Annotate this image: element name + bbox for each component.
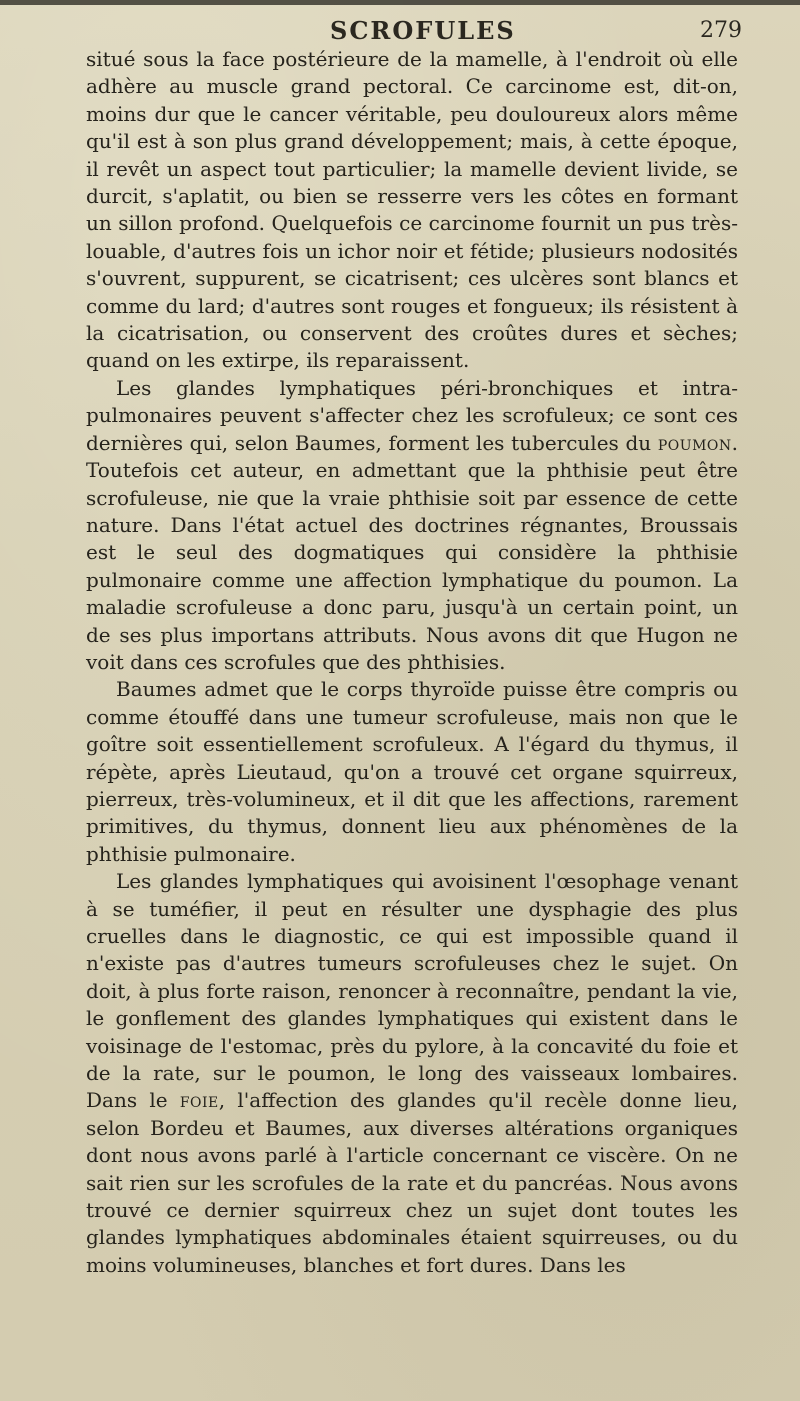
paragraph-text: , l'affection des glandes qu'il recèle donne lieu, selon Bordeu et Baumes, aux diverses altérations organiques dont nous avons parlé à l'article concernant ce viscère. On ne sait rien sur les scrofules de la rate et du pancréas. Nous avons trouvé ce dernier squirreux chez un sujet dont toutes les glandes lymphatiques abdominales étaient squirreuses, ou du moins volumineuses, blanches et fort dures. Dans les [86,1088,738,1277]
paragraph-carcinome: situé sous la face postérieure de la mamelle, à l'endroit où elle adhère au muscle grand pectoral. Ce carcinome est, dit-on, moins dur que le cancer véritable, peu douloureux alors même qu'il est à son plus grand développement; mais, à cette époque, il revêt un aspect tout particulier; la mamelle devient livide, se durcit, s'aplatit, ou bien se resserre vers les côtes en formant un sillon profond. Quelquefois ce carcinome fournit un pus très-louable, d'autres fois un ichor noir et fétide; plusieurs nodosités s'ouvrent, suppurent, se cicatrisent; ces ulcères sont blancs et comme du lard; d'autres sont rouges et fongueux; ils résistent à la cicatrisation, ou conservent des croûtes dures et sèches; quand on les extirpe, ils reparaissent. [86,47,738,373]
body-text [86,46,738,1279]
running-title: SCROFULES [330,16,516,45]
smallcaps-term: poumon [657,430,732,455]
paragraph-text: . Toutefois cet auteur, en admettant que la phthisie peut être scrofuleuse, nie que la vraie phthisie soit par essence de cette nature. Dans l'état actuel des doctrines régnantes, Broussais est le seul des dogmatiques qui considère la phthisie pulmonaire comme une affection lymphatique du poumon. La maladie scrofuleuse a donc paru, jusqu'à un certain point, un de ses plus importans attributs. Nous avons dit que Hugon ne voit dans ces scrofules que des phthisies. [86,430,738,674]
smallcaps-term: foie [179,1088,219,1113]
paragraph-oesophage [86,868,738,1279]
paragraph-thyroide-thymus: Baumes admet que le corps thyroïde puisse être compris ou comme étouffé dans une tumeur scrofuleuse, mais non que le goître soit essentiellement scrofuleux. A l'égard du thymus, il répète, après Lieutaud, qu'on a trouvé cet organe squirreux, pierreux, très-volumineux, et il dit que les affections, rarement primitives, du thymus, donnent lieu aux phénomènes de la phthisie pulmonaire. [86,677,738,866]
top-edge-rule [0,0,800,5]
page-number: 279 [700,18,742,43]
paragraph-text: Les glandes lymphatiques qui avoisinent l'œsophage venant à se tuméfier, il peut en résulter une dysphagie des plus cruelles dans le diagnostic, ce qui est impossible quand il n'existe pas d'autres tumeurs scrofuleuses chez le sujet. On doit, à plus forte raison, renoncer à reconnaître, pendant la vie, le gonflement des glandes lymphatiques qui existent dans le voisinage de l'estomac, près du pylore, à la concavité du foie et de la rate, sur le poumon, le long des vaisseaux lombaires. Dans le [86,869,738,1113]
paragraph-glandes-bronchiques [86,375,738,676]
paragraph-text: Les glandes lymphatiques péri-bronchiques et intra-pulmonaires peuvent s'affecter chez les scrofuleux; ce sont ces dernières qui, selon Baumes, forment les tubercules du [86,375,738,455]
